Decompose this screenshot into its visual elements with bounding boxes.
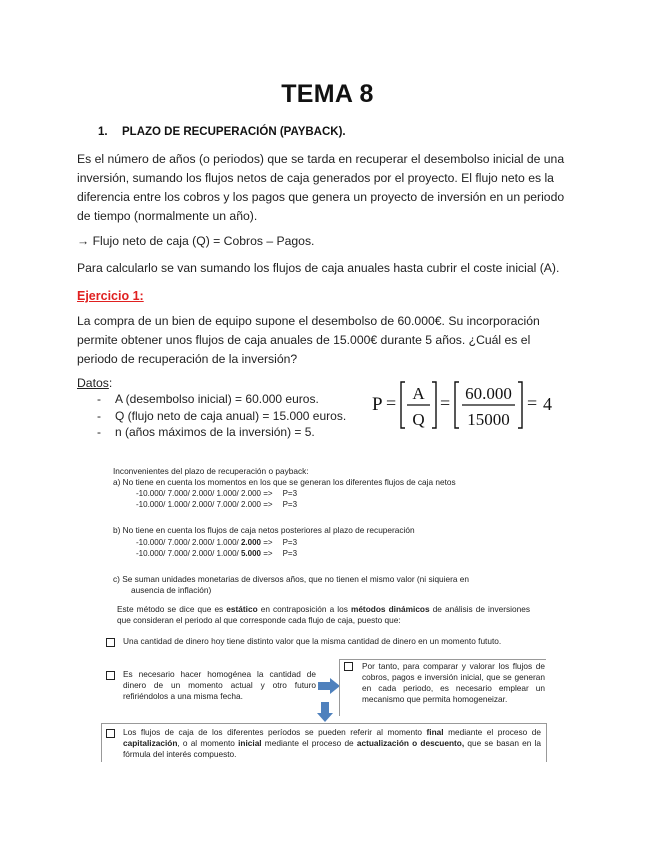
text-run: , o al momento (177, 738, 239, 748)
inconveniente-c-cont: ausencia de inflación) (131, 585, 212, 595)
arrow-down-icon (317, 702, 333, 722)
example-line (136, 489, 297, 500)
formula-eq1: = (386, 393, 397, 413)
bullet-homogeneous: Es necesario hacer homogénea la cantidad de dinero de un momento actual y otro futuro refiriéndolos a una misma fecha. (123, 669, 316, 701)
dash-bullet: - (97, 392, 101, 406)
example-values: -10.000/ 7.000/ 2.000/ 1.000/ 2.000 => (136, 489, 273, 498)
text-run: de análisis de inversiones que consideran el periodo al que corresponde cada flujo de caja, puesto que: (117, 604, 530, 625)
list-item (97, 408, 346, 425)
example-result: P=3 (282, 500, 298, 509)
text-run: Los flujos de caja de los diferentes períodos se pueden referir al momento (123, 727, 427, 737)
bracket-left-2 (455, 382, 459, 428)
bold-run: capitalización (123, 738, 178, 748)
text-run: mediante el proceso de (261, 738, 357, 748)
example-bold-value: 2.000 (240, 538, 262, 547)
page-title: TEMA 8 (281, 80, 374, 108)
inconveniente-b: b) No tiene en cuenta los flujos de caja netos posteriores al plazo de recuperación (113, 525, 415, 535)
bold-run: estático (226, 604, 258, 614)
datos-list (97, 391, 346, 441)
bold-run: final (426, 727, 444, 737)
cash-flow-formula: → Flujo neto de caja (Q) = Cobros – Pagos. (77, 234, 315, 248)
list-item (97, 391, 346, 408)
dash-bullet: - (97, 408, 101, 423)
inconveniente-a: a) No tiene en cuenta los momentos en los que se generan los diferentes flujos de caja netos (113, 477, 456, 487)
text-run: que se basan en la fórmula del interés compuesto. (123, 738, 541, 759)
text-run: Este método se dice que es (117, 604, 227, 614)
example-values: -10.000/ 7.000/ 2.000/ 1.000/ (136, 538, 239, 547)
bullet-compare: Por tanto, para comparar y valorar los flujos de cobros, pagos e inversión inicial, que se generan en cada periodo, es necesario emplear un mecanismo que permita homogeneizar. (362, 661, 545, 704)
example-line (136, 538, 297, 549)
formula-den-q: Q (412, 410, 425, 429)
formula-eq2: = (440, 393, 451, 413)
formula-p: P (372, 394, 383, 415)
checkbox-bullet-icon (106, 671, 115, 680)
dash-bullet: - (97, 425, 101, 439)
bullet-capitalization (123, 727, 541, 760)
bold-run: métodos dinámicos (350, 604, 430, 614)
exercise-statement: La compra de un bien de equipo supone el desembolso de 60.000€. Su incorporación permite obtener unos flujos de caja anuales de 15.000€ durante 5 años. ¿Cuál es el periodo de recuperación de la inversión? (77, 314, 540, 366)
bracket-right-2 (518, 382, 522, 428)
datos-item-q: Q (flujo neto de caja anual) = 15.000 euros. (115, 408, 347, 423)
checkbox-bullet-icon (106, 729, 115, 738)
bold-run: actualización o descuento, (356, 738, 465, 748)
datos-item-a: A (desembolso inicial) = 60.000 euros. (115, 392, 319, 406)
section-title: PLAZO DE RECUPERACIÓN (PAYBACK). (122, 126, 346, 138)
example-values: -10.000/ 7.000/ 2.000/ 1.000/ (136, 549, 239, 558)
example-line (136, 500, 297, 511)
static-method-paragraph (117, 604, 530, 626)
example-result: P=3 (282, 549, 298, 558)
example-result: P=3 (282, 489, 298, 498)
example-arrow: => (263, 538, 273, 547)
definition-paragraph: Es el número de años (o periodos) que se tarda en recuperar el desembolso inicial de una inversión, sumando los flujos netos de caja generados por el proyecto. El flujo neto es la diferencia entre los cobros y los pagos que genera un proyecto de inversión en un periodo de tiempo (normalmente un año). (77, 152, 565, 223)
calculation-text: Para calcularlo se van sumando los flujos de caja anuales hasta cubrir el coste inicial (A). (77, 261, 560, 275)
example-result: P=3 (282, 538, 298, 547)
section-number: 1. (98, 126, 108, 138)
list-item (97, 424, 346, 441)
checkbox-bullet-icon (106, 638, 115, 647)
exercise-label: Ejercicio 1: (77, 289, 144, 303)
text-run: en contraposición a los (257, 604, 351, 614)
bracket-left-1 (401, 382, 405, 428)
formula-eq3: = (527, 393, 538, 413)
inconvenientes-title: Inconvenientes del plazo de recuperación o payback: (113, 466, 309, 476)
arrow-right-icon (318, 678, 340, 694)
formula-result: 4 (543, 394, 552, 414)
formula-num-a: A (412, 384, 425, 403)
bullet-money-value: Una cantidad de dinero hoy tiene distinto valor que la misma cantidad de dinero en un momento fututo. (123, 636, 502, 646)
example-bold-value: 5.000 (240, 549, 262, 558)
section-heading (98, 126, 346, 138)
example-line (136, 549, 297, 560)
text-run: mediante el proceso de (443, 727, 541, 737)
inconveniente-c: c) Se suman unidades monetarias de diversos años, que no tienen el mismo valor (ni siquiera en (113, 574, 470, 584)
datos-colon: : (108, 376, 113, 390)
payback-formula (372, 376, 562, 432)
bold-run: inicial (238, 738, 262, 748)
example-arrow: => (263, 549, 273, 558)
datos-label: Datos (77, 376, 109, 390)
formula-num-60000: 60.000 (465, 384, 512, 403)
checkbox-bullet-icon (344, 662, 353, 671)
bracket-right-1 (432, 382, 436, 428)
datos-item-n: n (años máximos de la inversión) = 5. (115, 425, 315, 439)
formula-den-15000: 15000 (467, 410, 510, 429)
example-values: -10.000/ 1.000/ 2.000/ 7.000/ 2.000 => (136, 500, 273, 509)
